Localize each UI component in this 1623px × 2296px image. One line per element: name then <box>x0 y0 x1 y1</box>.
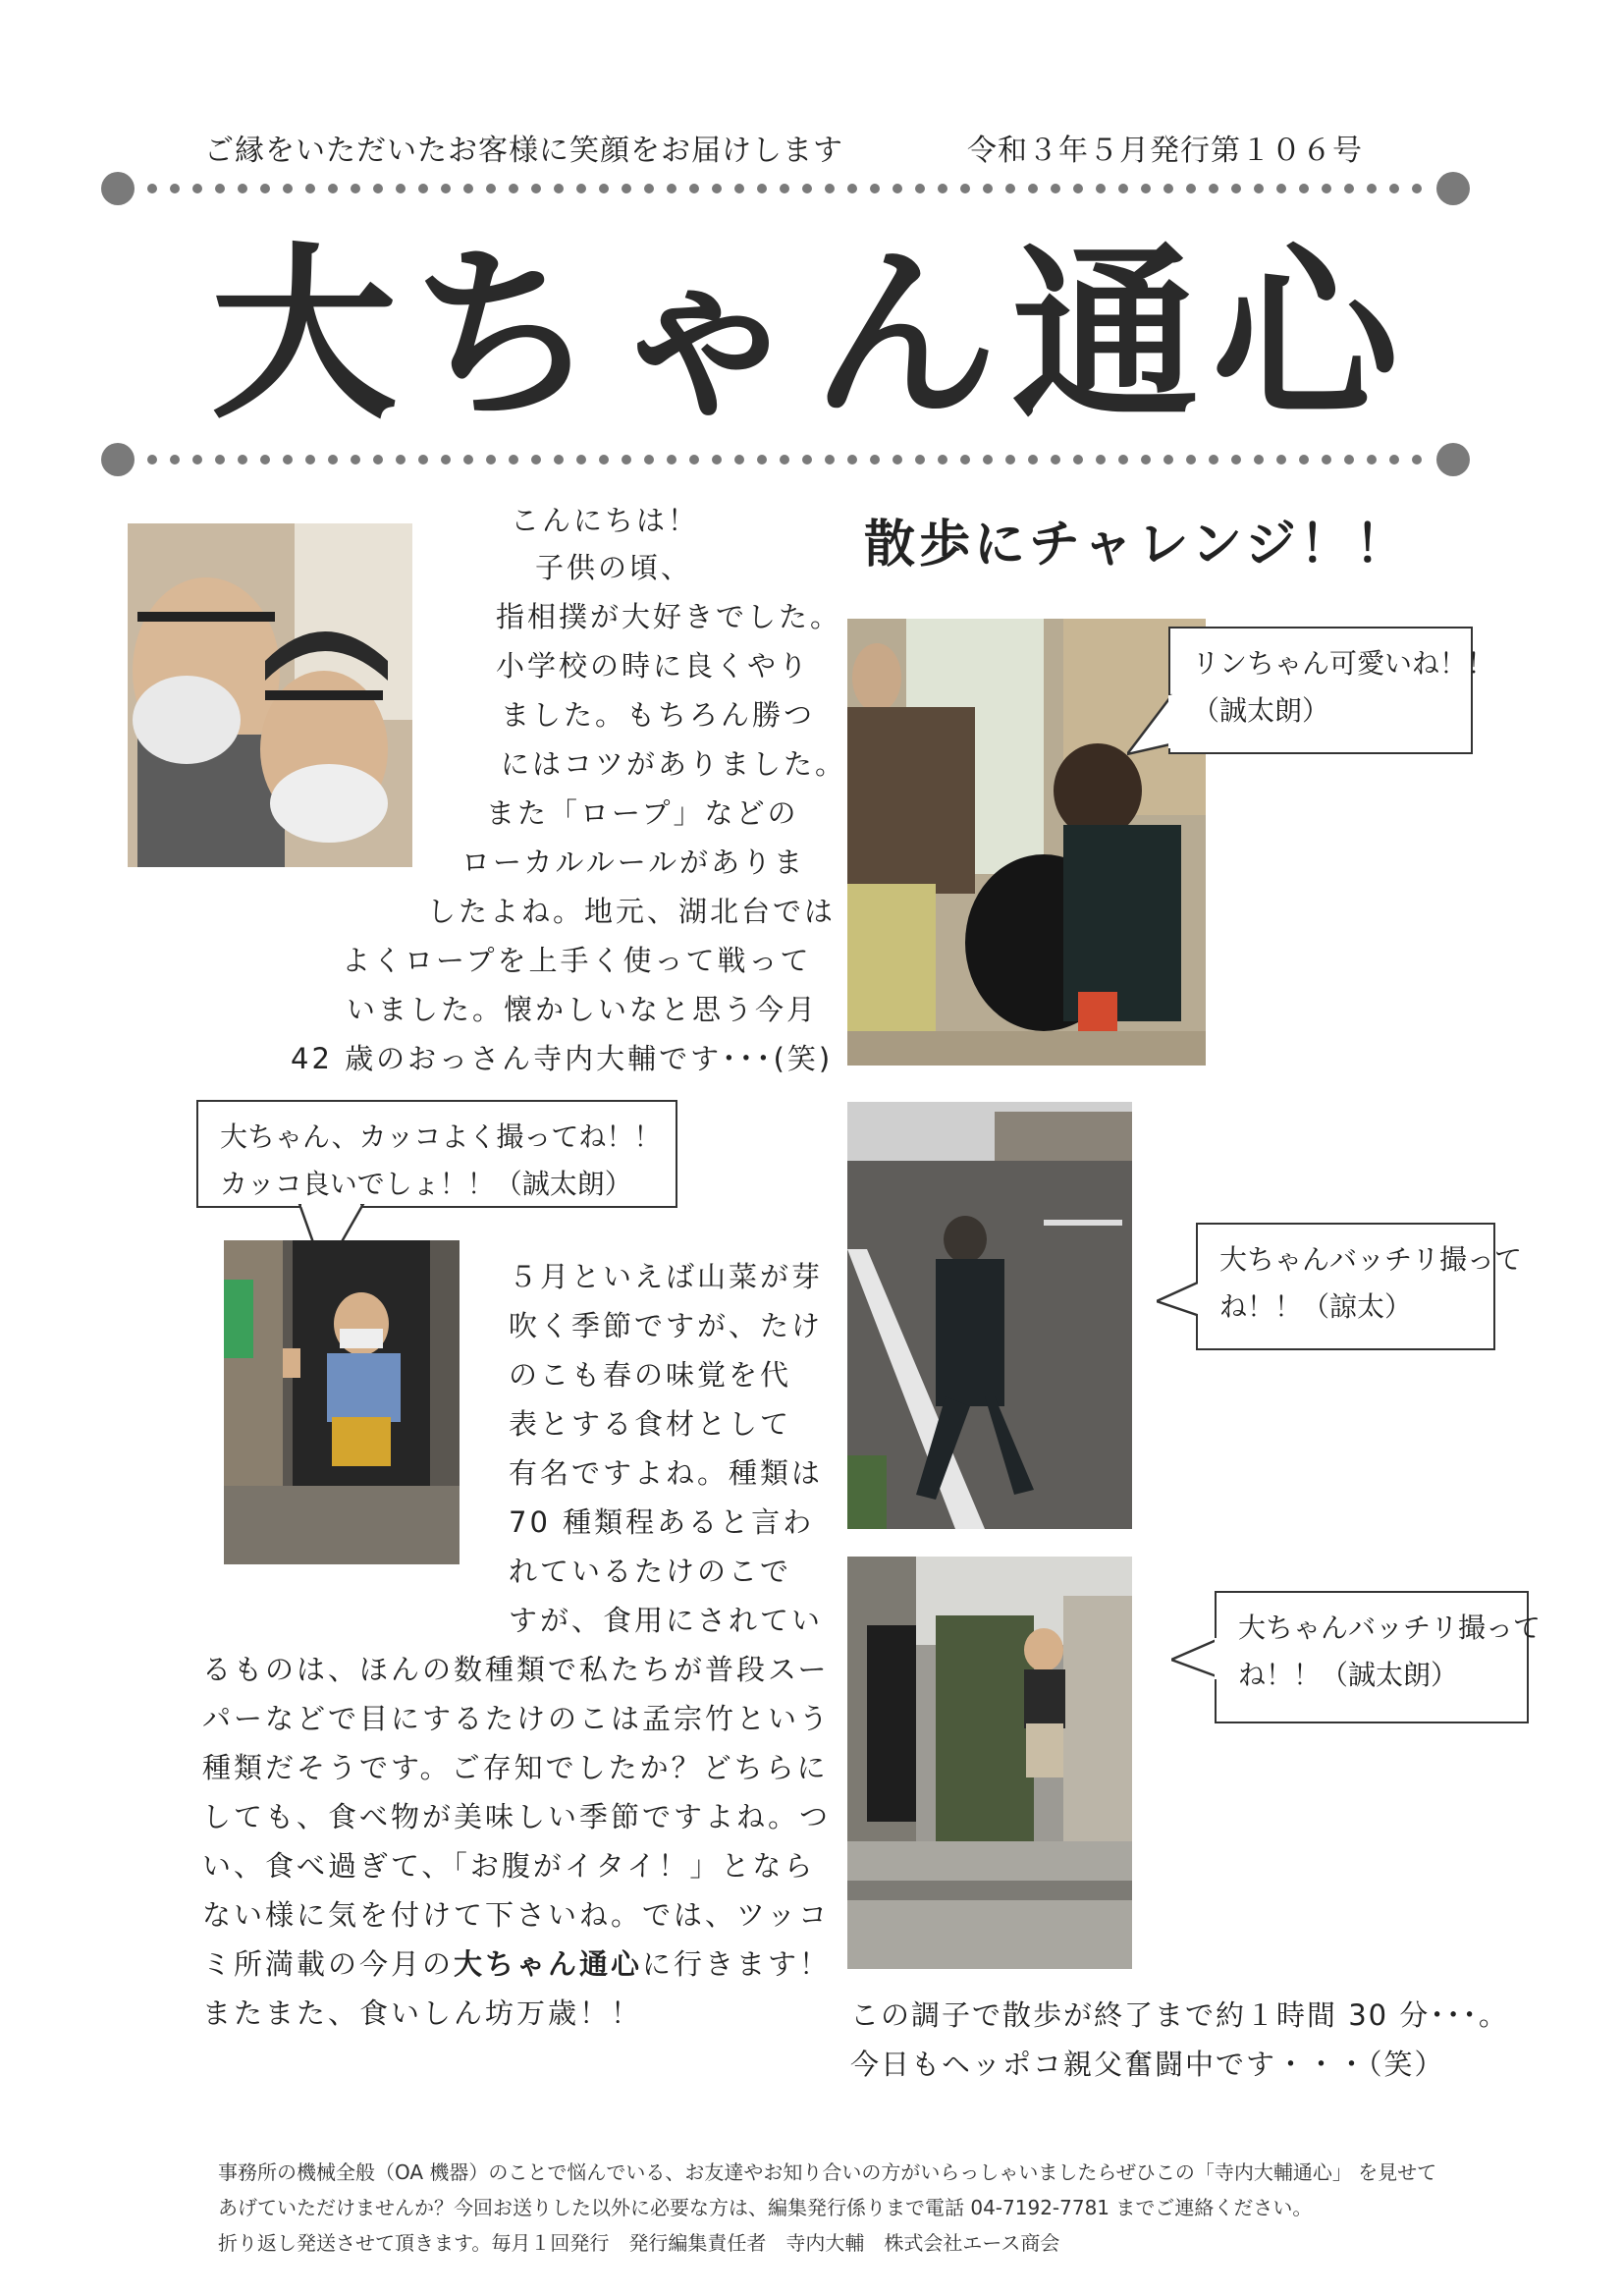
bubble-tail-icon <box>1171 1635 1222 1684</box>
rule-dot <box>1209 455 1218 465</box>
rule-dot <box>1412 184 1422 193</box>
rule-dot <box>1118 184 1128 193</box>
rule-dot <box>215 184 225 193</box>
speech-bubble-walk-1 <box>1168 627 1495 754</box>
rule-dot <box>644 184 654 193</box>
rule-dot <box>667 184 676 193</box>
rule-dot <box>1299 455 1309 465</box>
rule-dot <box>531 184 541 193</box>
rule-dot <box>1005 184 1015 193</box>
rule-dot <box>1231 184 1241 193</box>
rule-dot <box>576 184 586 193</box>
rule-dot <box>667 455 676 465</box>
rule-dot <box>147 455 157 465</box>
rule-dot <box>1299 184 1309 193</box>
rule-dot <box>712 455 722 465</box>
rule-dot <box>1163 455 1173 465</box>
rule-dot <box>938 455 947 465</box>
rule-dot <box>576 455 586 465</box>
rule-dot <box>1028 455 1038 465</box>
rule-dot <box>192 455 202 465</box>
bubble-line: 大ちゃん、カッコよく撮ってね！！ <box>220 1121 662 1153</box>
rule-dot <box>893 455 902 465</box>
footer-line-2: あげていただけませんか？今回お送りした以外に必要な方は、編集発行係りまで電話 04-7192-7781 までご連絡ください。 <box>218 2196 1313 2219</box>
rule-dot <box>396 455 406 465</box>
body-line: ない様に気を付けて下さいね。では、ツッコ <box>202 1898 831 1932</box>
rule-dot <box>938 184 947 193</box>
rule-dot <box>1322 184 1331 193</box>
body-line: のこも春の味覚を代 <box>509 1358 792 1392</box>
boy-street-photo <box>847 1102 1132 1529</box>
grandpa-dog-photo <box>847 619 1206 1066</box>
speech-bubble-walk-2 <box>1196 1223 1523 1350</box>
top-dotted-rule <box>98 169 1473 208</box>
body-line: 吹く季節ですが、たけ <box>509 1309 824 1342</box>
rule-dot <box>1209 184 1218 193</box>
selfie-photo <box>128 523 412 867</box>
intro-line: 子供の頃、 <box>535 551 693 584</box>
rule-dot <box>870 184 880 193</box>
bubble-tail-icon <box>1157 1277 1206 1326</box>
rule-dot <box>1005 455 1015 465</box>
body-line: い、食べ過ぎて、「お腹がイタイ！」となら <box>202 1849 816 1883</box>
rule-dot <box>328 455 338 465</box>
body-line-last-bold: 大ちゃん通心 <box>454 1947 643 1981</box>
rule-dot <box>825 455 835 465</box>
rule-dot <box>283 455 293 465</box>
rule-dot <box>1186 184 1196 193</box>
rule-dot <box>893 184 902 193</box>
body-line: しても、食べ物が美味しい季節ですよね。つ <box>202 1800 832 1833</box>
rule-dot <box>192 184 202 193</box>
bubble-line: ね！！（誠太朗） <box>1238 1659 1459 1691</box>
body-line-last <box>202 1944 831 1984</box>
rule-dot <box>734 455 744 465</box>
rule-dot <box>1254 455 1264 465</box>
speech-bubble-left <box>196 1100 677 1208</box>
rule-dot <box>622 184 631 193</box>
body-line: 表とする食材として <box>509 1407 792 1441</box>
rule-dot <box>238 184 247 193</box>
rule-dot <box>1073 455 1083 465</box>
speech-bubble-walk-3 <box>1215 1591 1542 1723</box>
footer-line-1: 事務所の機械全般（OA 機器）のことで悩んでいる、お友達やお知り合いの方がいらっしゃいましたらぜひこの「寺内大輔通心」 を見せて <box>218 2160 1437 2184</box>
boy-gate-photo <box>847 1557 1132 1969</box>
rule-dot <box>757 184 767 193</box>
tagline: ご縁をいただいたお客様に笑顔をお届けします <box>204 134 843 168</box>
rule-dot <box>915 455 925 465</box>
intro-line: 小学校の時に良くやり <box>496 649 811 683</box>
rule-dot <box>305 455 315 465</box>
rule-dot <box>847 455 857 465</box>
rule-dot <box>1276 455 1286 465</box>
rule-dot <box>170 455 180 465</box>
boy-lobby-photo <box>224 1240 460 1564</box>
body-line: れているたけのこで <box>509 1555 792 1588</box>
rule-dot <box>215 455 225 465</box>
intro-line: こんにちは！ <box>511 504 700 537</box>
intro-line: 指相撲が大好きでした。 <box>496 600 842 633</box>
rule-dot <box>1028 184 1038 193</box>
rule-dot <box>1322 455 1331 465</box>
rule-dot <box>1118 455 1128 465</box>
rule-dot <box>1276 184 1286 193</box>
intro-line: したよね。地元、湖北台では <box>427 895 837 928</box>
rule-dot <box>1163 184 1173 193</box>
rule-dot <box>825 184 835 193</box>
masthead-title: 大ちゃん通心 <box>210 227 1413 444</box>
rule-dot <box>983 184 993 193</box>
rule-dot <box>373 184 383 193</box>
rule-dot <box>396 184 406 193</box>
footer-line-3: 折り返し発送させて頂きます。毎月１回発行 発行編集責任者 寺内大輔 株式会社エース商会 <box>218 2231 1060 2255</box>
rule-dot <box>1051 184 1060 193</box>
rule-dot <box>486 184 496 193</box>
intro-line: にはコツがありました。 <box>501 747 847 781</box>
body-line: 有名ですよね。種類は <box>509 1456 824 1490</box>
rule-dot <box>915 184 925 193</box>
walk-caption-2: 今日もヘッポコ親父奮闘中です・・・（笑） <box>850 2048 1445 2081</box>
body-line-last-pre: ミ所満載の今月の <box>202 1947 455 1981</box>
body-line: パーなどで目にするたけのこは孟宗竹という <box>202 1702 832 1735</box>
rule-dot <box>260 455 270 465</box>
rule-dot <box>983 455 993 465</box>
rule-dot <box>712 184 722 193</box>
rule-dot <box>847 184 857 193</box>
bubble-line: リンちゃん可愛いね！！ <box>1192 647 1495 680</box>
rule-dot <box>147 184 157 193</box>
rule-dot <box>441 455 451 465</box>
rule-dot <box>463 184 473 193</box>
body-line: るものは、ほんの数種類で私たちが普段スー <box>202 1653 830 1686</box>
rule-dot <box>170 184 180 193</box>
rule-dot <box>1141 455 1151 465</box>
rule-dot <box>1096 455 1106 465</box>
intro-line: ローカルルールがありま <box>461 846 806 879</box>
rule-dot <box>622 455 631 465</box>
rule-dot <box>531 455 541 465</box>
bubble-line: 大ちゃんバッチリ撮って <box>1238 1612 1542 1644</box>
rule-dot <box>870 455 880 465</box>
rule-dot <box>554 455 564 465</box>
walk-heading: 散歩にチャレンジ！！ <box>864 516 1410 574</box>
rule-dot <box>689 184 699 193</box>
intro-line: ました。もちろん勝つ <box>501 698 816 732</box>
rule-dot <box>599 455 609 465</box>
rule-dot <box>1412 455 1422 465</box>
body-line: ５月といえば山菜が芽 <box>509 1260 824 1293</box>
rule-dot <box>780 184 789 193</box>
rule-dot <box>1344 455 1354 465</box>
rule-dot <box>441 184 451 193</box>
bubble-line: （誠太朗） <box>1192 694 1330 727</box>
rule-dot <box>418 184 428 193</box>
rule-dot <box>1141 184 1151 193</box>
intro-line: いました。懐かしいなと思う今月 <box>347 993 819 1026</box>
rule-dot <box>554 184 564 193</box>
bubble-line: カッコ良いでしょ！！（誠太朗） <box>220 1168 632 1200</box>
rule-dot <box>1344 184 1354 193</box>
body-line: 70 種類程あると言わ <box>509 1505 815 1539</box>
rule-dot <box>599 184 609 193</box>
closing-line: またまた、食いしん坊万歳！！ <box>202 1996 643 2030</box>
intro-line: 42 歳のおっさん寺内大輔です･･･(笑) <box>291 1042 834 1075</box>
rule-dot <box>418 455 428 465</box>
intro-line: よくロープを上手く使って戦って <box>342 944 812 977</box>
rule-dot <box>960 184 970 193</box>
rule-dot <box>1389 455 1399 465</box>
rule-dot <box>689 455 699 465</box>
rule-dot <box>802 455 812 465</box>
rule-dot <box>1367 184 1377 193</box>
rule-dot <box>463 455 473 465</box>
rule-dot <box>1051 455 1060 465</box>
rule-dot <box>305 184 315 193</box>
issue-number: 令和３年５月発行第１０６号 <box>967 134 1363 168</box>
rule-dot <box>960 455 970 465</box>
rule-dot <box>238 455 247 465</box>
rule-dot <box>1367 455 1377 465</box>
intro-line: また「ロープ」などの <box>486 796 799 830</box>
rule-dot <box>351 455 360 465</box>
rule-dot <box>802 184 812 193</box>
body-line: すが、食用にされてい <box>509 1604 824 1637</box>
rule-dot <box>734 184 744 193</box>
rule-dot <box>1186 455 1196 465</box>
rule-dot <box>644 455 654 465</box>
body-line: 種類だそうです。ご存知でしたか？どちらに <box>202 1751 829 1784</box>
rule-dot <box>486 455 496 465</box>
bubble-tail-icon <box>1127 687 1176 756</box>
bubble-line: ね！！（諒太） <box>1219 1290 1413 1323</box>
rule-dot <box>351 184 360 193</box>
rule-dot <box>1096 184 1106 193</box>
rule-dot <box>509 455 518 465</box>
rule-dot <box>283 184 293 193</box>
rule-dot <box>780 455 789 465</box>
rule-dot <box>328 184 338 193</box>
rule-dot <box>1073 184 1083 193</box>
bottom-dotted-rule <box>98 440 1473 479</box>
rule-dot <box>1254 184 1264 193</box>
walk-caption-1: この調子で散歩が終了まで約１時間 30 分･･･。 <box>850 1998 1509 2032</box>
rule-dot <box>1231 455 1241 465</box>
rule-dot <box>509 184 518 193</box>
bubble-line: 大ちゃんバッチリ撮って <box>1219 1243 1523 1276</box>
rule-dot <box>373 455 383 465</box>
rule-dot <box>1389 184 1399 193</box>
rule-dot <box>757 455 767 465</box>
body-line-last-post: に行きます！ <box>642 1947 832 1981</box>
rule-dot <box>260 184 270 193</box>
